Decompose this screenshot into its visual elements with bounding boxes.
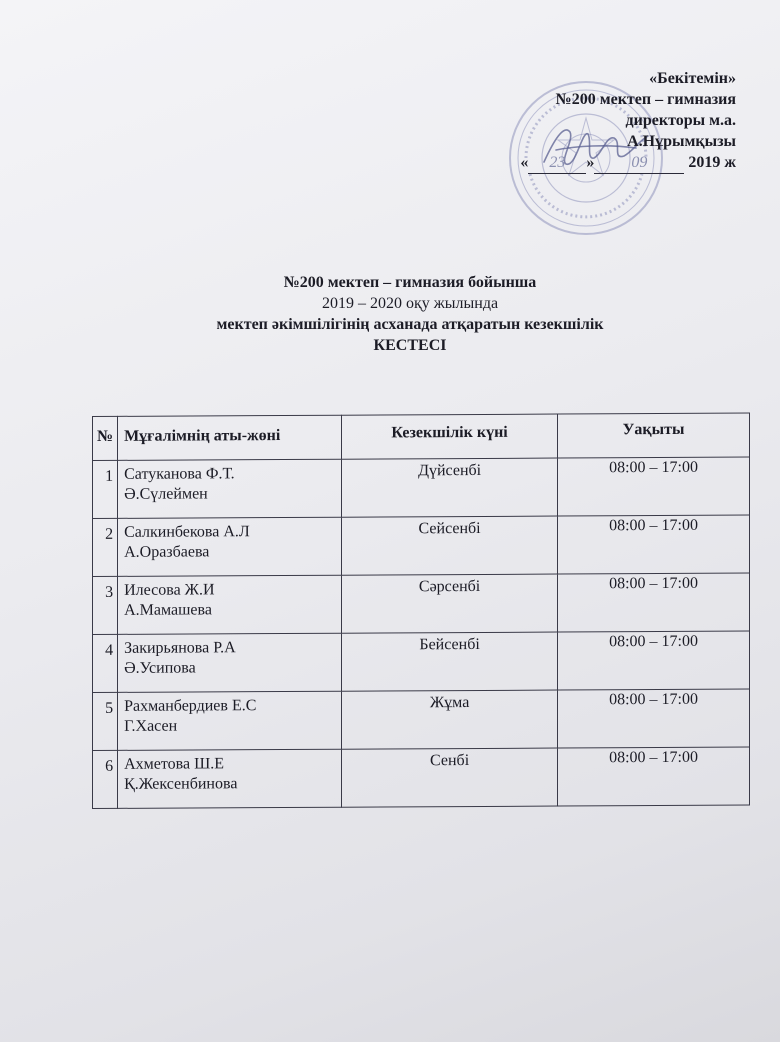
document-title bbox=[150, 272, 670, 356]
row-number: 6 bbox=[93, 750, 118, 808]
duty-time: 08:00 – 17:00 bbox=[558, 515, 750, 574]
duty-day: Жұма bbox=[342, 690, 558, 749]
teacher-name: А.Мамашева bbox=[124, 601, 212, 619]
teacher-names bbox=[118, 633, 342, 692]
row-number: 2 bbox=[93, 518, 118, 576]
duty-day: Сәрсенбі bbox=[342, 574, 558, 633]
title-line-4: КЕСТЕСІ bbox=[373, 337, 447, 354]
duty-time: 08:00 – 17:00 bbox=[558, 457, 750, 516]
row-number: 3 bbox=[93, 576, 118, 634]
teacher-name: А.Оразбаева bbox=[124, 543, 210, 561]
duty-time: 08:00 – 17:00 bbox=[558, 689, 750, 748]
row-number: 4 bbox=[93, 634, 118, 692]
table-row bbox=[93, 631, 750, 692]
header-time: Уақыты bbox=[558, 413, 750, 458]
teacher-names bbox=[118, 749, 342, 808]
teacher-names bbox=[118, 517, 342, 576]
title-line-2: 2019 – 2020 оқу жылында bbox=[321, 295, 499, 312]
header-number: № bbox=[93, 416, 118, 460]
duty-time: 08:00 – 17:00 bbox=[558, 747, 750, 806]
title-line-1: №200 мектеп – гимназия бойынша bbox=[283, 274, 537, 291]
teacher-name: Қ.Жексенбинова bbox=[124, 775, 238, 793]
row-number: 5 bbox=[93, 692, 118, 750]
teacher-name: Ә.Сүлеймен bbox=[124, 485, 208, 503]
approval-block bbox=[476, 68, 736, 174]
title-line-3: мектеп әкімшілігінің асханада атқаратын кезекшілік bbox=[216, 316, 604, 333]
table-row bbox=[93, 457, 750, 518]
teacher-name: Закирьянова Р.А bbox=[124, 639, 236, 657]
approval-date: « 23 » 09 2019 ж bbox=[476, 152, 736, 174]
teacher-names bbox=[118, 459, 342, 518]
teacher-name: Рахманбердиев Е.С bbox=[124, 697, 257, 715]
duty-time: 08:00 – 17:00 bbox=[558, 573, 750, 632]
table-header-row bbox=[93, 413, 750, 460]
duty-day: Сенбі bbox=[342, 748, 558, 807]
teacher-names bbox=[118, 575, 342, 634]
duty-day: Сейсенбі bbox=[342, 516, 558, 575]
date-day: 23 bbox=[528, 152, 586, 174]
teacher-name: Салкинбекова А.Л bbox=[124, 523, 250, 541]
teacher-name: Сатуканова Ф.Т. bbox=[124, 465, 235, 483]
row-number: 1 bbox=[93, 460, 118, 518]
header-duty-day: Кезекшілік күні bbox=[342, 414, 558, 459]
teacher-name: Г.Хасен bbox=[124, 717, 178, 735]
school-name: №200 мектеп – гимназия bbox=[555, 91, 736, 108]
table-row bbox=[93, 747, 750, 808]
approval-heading: «Бекітемін» bbox=[649, 70, 736, 87]
duty-day: Дүйсенбі bbox=[342, 458, 558, 517]
duty-schedule-table bbox=[92, 413, 750, 809]
table-row bbox=[93, 573, 750, 634]
teacher-name: Ә.Усипова bbox=[124, 659, 196, 677]
duty-day: Бейсенбі bbox=[342, 632, 558, 691]
duty-time: 08:00 – 17:00 bbox=[558, 631, 750, 690]
date-month: 09 bbox=[594, 152, 684, 174]
director-name: А.Нұрымқызы bbox=[627, 133, 736, 150]
teacher-name: Илесова Ж.И bbox=[124, 581, 215, 599]
table-row bbox=[93, 515, 750, 576]
header-teacher-name: Мұғалімнің аты-жөні bbox=[118, 415, 342, 460]
director-title: директоры м.а. bbox=[625, 112, 736, 129]
teacher-names bbox=[118, 691, 342, 750]
teacher-name: Ахметова Ш.Е bbox=[124, 755, 224, 773]
table-row bbox=[93, 689, 750, 750]
